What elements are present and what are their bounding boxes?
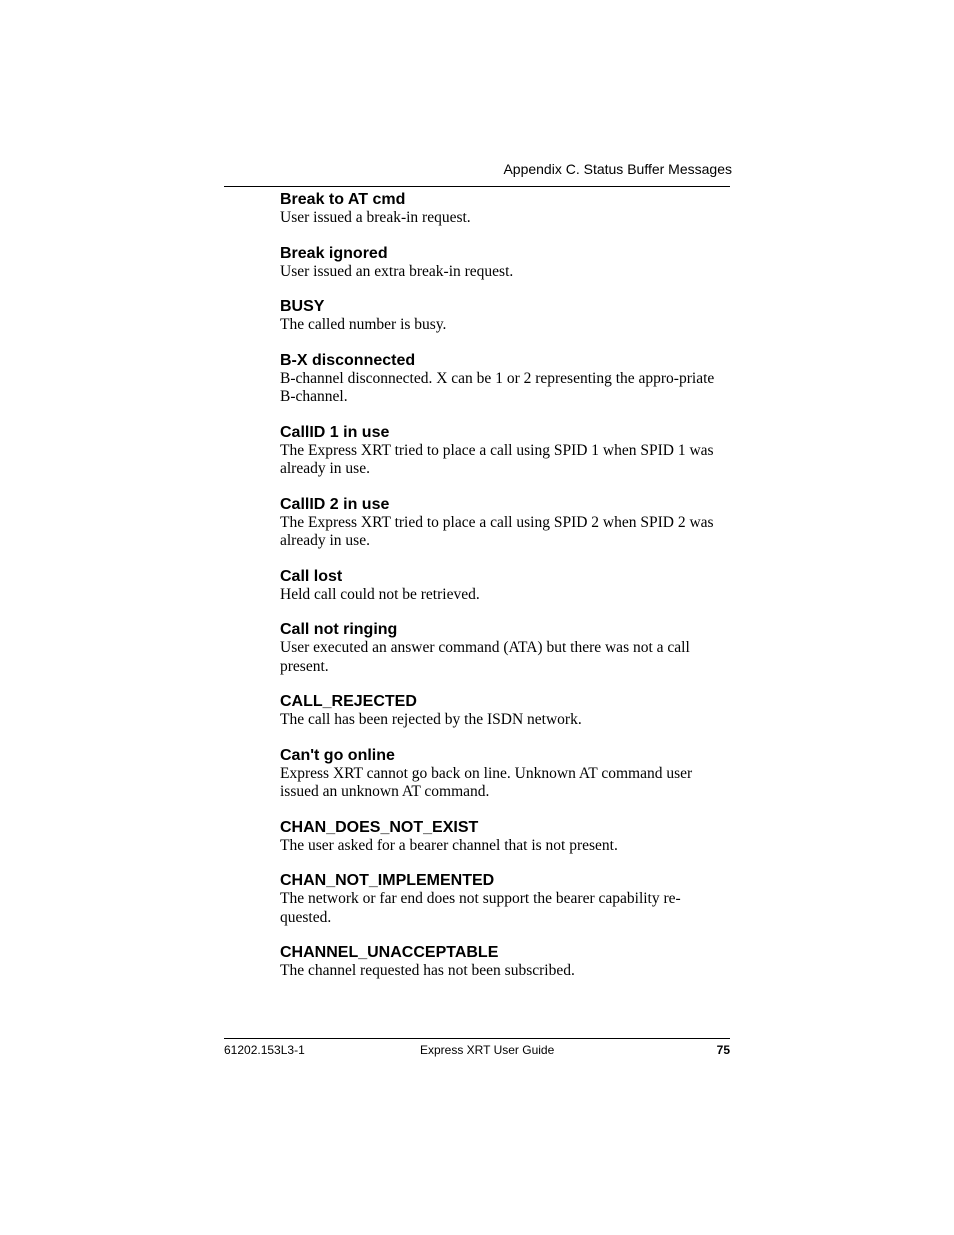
message-term: BUSY xyxy=(280,298,325,315)
message-entry xyxy=(280,495,730,551)
message-description: The Express XRT tried to place a call using SPID 2 when SPID 2 was already in use. xyxy=(280,513,714,549)
running-header: Appendix C. Status Buffer Messages xyxy=(503,161,732,177)
message-description: B-channel disconnected. X can be 1 or 2 representing the appro-priate B-channel. xyxy=(280,369,715,405)
message-term: Call not ringing xyxy=(280,621,398,638)
message-entry xyxy=(280,818,730,856)
message-term: CHAN_DOES_NOT_EXIST xyxy=(280,818,479,836)
message-entry xyxy=(280,423,730,479)
message-term: Break to AT cmd xyxy=(280,191,406,208)
page-number: 75 xyxy=(716,1043,730,1057)
message-description: The channel requested has not been subscribed. xyxy=(280,962,575,979)
message-description: Held call could not be retrieved. xyxy=(280,585,480,603)
message-description: User executed an answer command (ATA) but there was not a call present. xyxy=(280,639,690,675)
message-description: The Express XRT tried to place a call using SPID 1 when SPID 1 was already in use. xyxy=(280,441,714,477)
message-entry xyxy=(280,620,730,676)
message-entry xyxy=(280,351,730,407)
message-description: User issued an extra break-in request. xyxy=(280,262,514,280)
page-footer xyxy=(224,1041,730,1059)
header-rule xyxy=(224,186,730,187)
message-term: Break ignored xyxy=(280,244,388,262)
message-description: Express XRT cannot go back on line. Unknown AT command user issued an unknown AT command. xyxy=(280,764,693,800)
message-entry xyxy=(280,871,730,927)
message-description: The network or far end does not support the bearer capability re-quested. xyxy=(280,890,681,926)
footer-rule xyxy=(224,1038,730,1039)
message-entry xyxy=(280,692,730,730)
message-term: Can't go online xyxy=(280,746,395,764)
doc-number: 61202.153L3-1 xyxy=(224,1043,305,1057)
message-description: The user asked for a bearer channel that is not present. xyxy=(280,836,618,854)
message-term: B-X disconnected xyxy=(280,351,416,369)
message-description: User issued a break-in request. xyxy=(280,209,471,226)
message-entry xyxy=(280,943,730,981)
message-list xyxy=(280,190,730,997)
message-term: CallID 2 in use xyxy=(280,495,390,513)
message-term: CALL_REJECTED xyxy=(280,693,417,710)
message-description: The called number is busy. xyxy=(280,316,447,333)
message-entry xyxy=(280,244,730,282)
message-entry xyxy=(280,567,730,605)
message-term: CallID 1 in use xyxy=(280,423,390,441)
message-term: Call lost xyxy=(280,567,343,585)
guide-title: Express XRT User Guide xyxy=(420,1043,555,1057)
message-term: CHANNEL_UNACCEPTABLE xyxy=(280,944,499,961)
message-entry xyxy=(280,746,730,802)
message-term: CHAN_NOT_IMPLEMENTED xyxy=(280,872,495,889)
message-entry xyxy=(280,190,730,228)
message-entry xyxy=(280,297,730,335)
message-description: The call has been rejected by the ISDN network. xyxy=(280,711,582,728)
